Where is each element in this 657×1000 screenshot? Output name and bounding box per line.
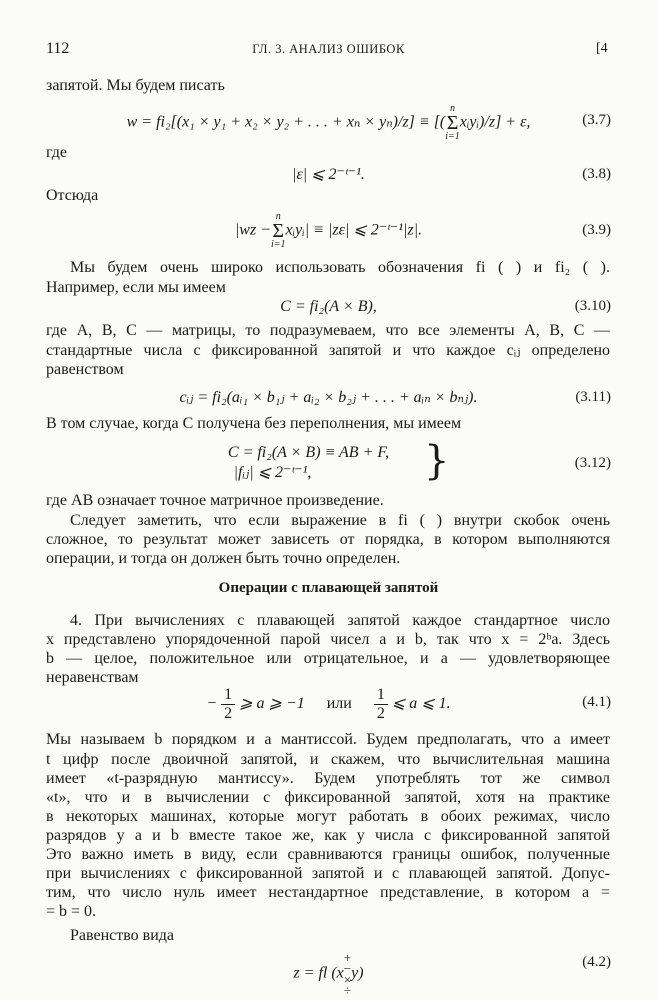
text-line: тим, что число нуль имеет нестандартное представление, в котором a = (46, 884, 610, 901)
text-line: В том случае, когда C получена без переполнения, мы имеем (46, 415, 462, 432)
equation-3-7: w = fi₂[(x₁ × y₁ + x₂ × y₂ + . . . + xₙ × yₙ)/z] ≡ [( n Σ i=1 xᵢyᵢ)/z] + ε, (126, 103, 531, 142)
equation-4-2: z = fl (x + − × ÷ y) (293, 950, 364, 998)
equation-4-1: − $\frac{1}{2}$ ⩾ a ⩾ −1 или $\frac{1}{2}$ ⩽ a ⩽ 1. (206, 686, 451, 722)
text-line: Следует заметить, что если выражение в fi ( ) внутри скобок очень (70, 512, 610, 529)
section-marker: [4 (596, 41, 608, 56)
section-heading: Операции с плавающей запятой (218, 580, 439, 596)
page-number: 112 (46, 40, 70, 57)
equation-3-10: C = fi₂(A × B), (280, 298, 377, 315)
text-line: «t», что и в вычислении с фиксированной запятой, хотя на практике (46, 789, 610, 806)
text-line: сложное, то результат может зависеть от порядка, в котором выполняются (46, 531, 610, 548)
text-line: Мы называем b порядком и a мантиссой. Будем предполагать, что a имеет (46, 731, 610, 748)
equation-3-8: |ε| ⩽ 2⁻ᵗ⁻¹. (292, 166, 365, 183)
text-line: Например, если мы имеем (46, 279, 226, 296)
text-line: неравенствам (46, 669, 139, 686)
text-line: где (46, 144, 68, 161)
equation-3-9: |wz − n Σ i=1 xᵢyᵢ| ≡ |zε| ⩽ 2⁻ᵗ⁻¹|z|. (234, 211, 423, 250)
equation-number: (3.10) (574, 298, 611, 314)
equation-number: (3.9) (582, 222, 611, 238)
text-line: Равенство вида (70, 927, 175, 944)
text-line: стандартные числа с фиксированной запятой и что каждое cᵢⱼ определено (46, 342, 610, 359)
text-line: Мы будем очень широко использовать обозначения fi ( ) и fi₂ ( ). (70, 259, 610, 276)
equation-number: (4.2) (582, 954, 611, 970)
equation-3-12-line-1: C = fi₂(A × B) ≡ AB + F, (227, 444, 390, 461)
text-line: 4. При вычислениях с плавающей запятой каждое стандартное число (70, 612, 610, 629)
text-line: t цифр после двоичной запятой, и скажем, что вычислительная машина (46, 751, 610, 768)
text-line: равенством (46, 361, 124, 378)
text-line: запятой. Мы будем писать (46, 77, 225, 94)
text-line: Отсюда (46, 187, 99, 204)
equation-3-11: cᵢⱼ = fi₂(aᵢ₁ × b₁ⱼ + aᵢ₂ × b₂ⱼ + . . . + aᵢₙ × bₙⱼ). (179, 389, 478, 406)
equation-number: (4.1) (582, 694, 611, 710)
equation-number: (3.7) (582, 112, 611, 128)
text-line: где A, B, C — матрицы, то подразумеваем, что все элементы A, B, C — (46, 322, 610, 339)
text-line: x представлено упорядоченной парой чисел a и b, так что x = 2ᵇa. Здесь (46, 631, 610, 648)
equation-number: (3.11) (575, 389, 611, 405)
text-line: Это важно иметь в виду, если сравниваются границы ошибок, полученные (46, 846, 610, 863)
running-header: ГЛ. 3. АНАЛИЗ ОШИБОК (252, 42, 405, 56)
text-line: где AB означает точное матричное произведение. (46, 492, 384, 509)
text-line: разрядов у a и b вместе такое же, как у числа с фиксированной запятой (46, 827, 610, 844)
text-line: = b = 0. (46, 903, 97, 920)
text-line: b — целое, положительное или отрицательное, и a — удовлетворяющее (46, 650, 610, 667)
equation-number: (3.12) (574, 455, 611, 471)
equation-number: (3.8) (582, 166, 611, 182)
text-line: имеет «t-разрядную мантиссу». Будем употреблять тот же символ (46, 770, 610, 787)
equation-3-12-line-2: |fᵢⱼ| ⩽ 2⁻ᵗ⁻¹, (233, 464, 312, 481)
right-brace: } (424, 438, 450, 484)
text-line: при вычислениях с фиксированной запятой и с плавающей запятой. Допус- (46, 865, 610, 882)
text-line: операции, и тогда он должен быть точно определен. (46, 550, 401, 567)
text-line: в некоторых машинах, которые могут работать в обоих режимах, число (46, 808, 610, 825)
